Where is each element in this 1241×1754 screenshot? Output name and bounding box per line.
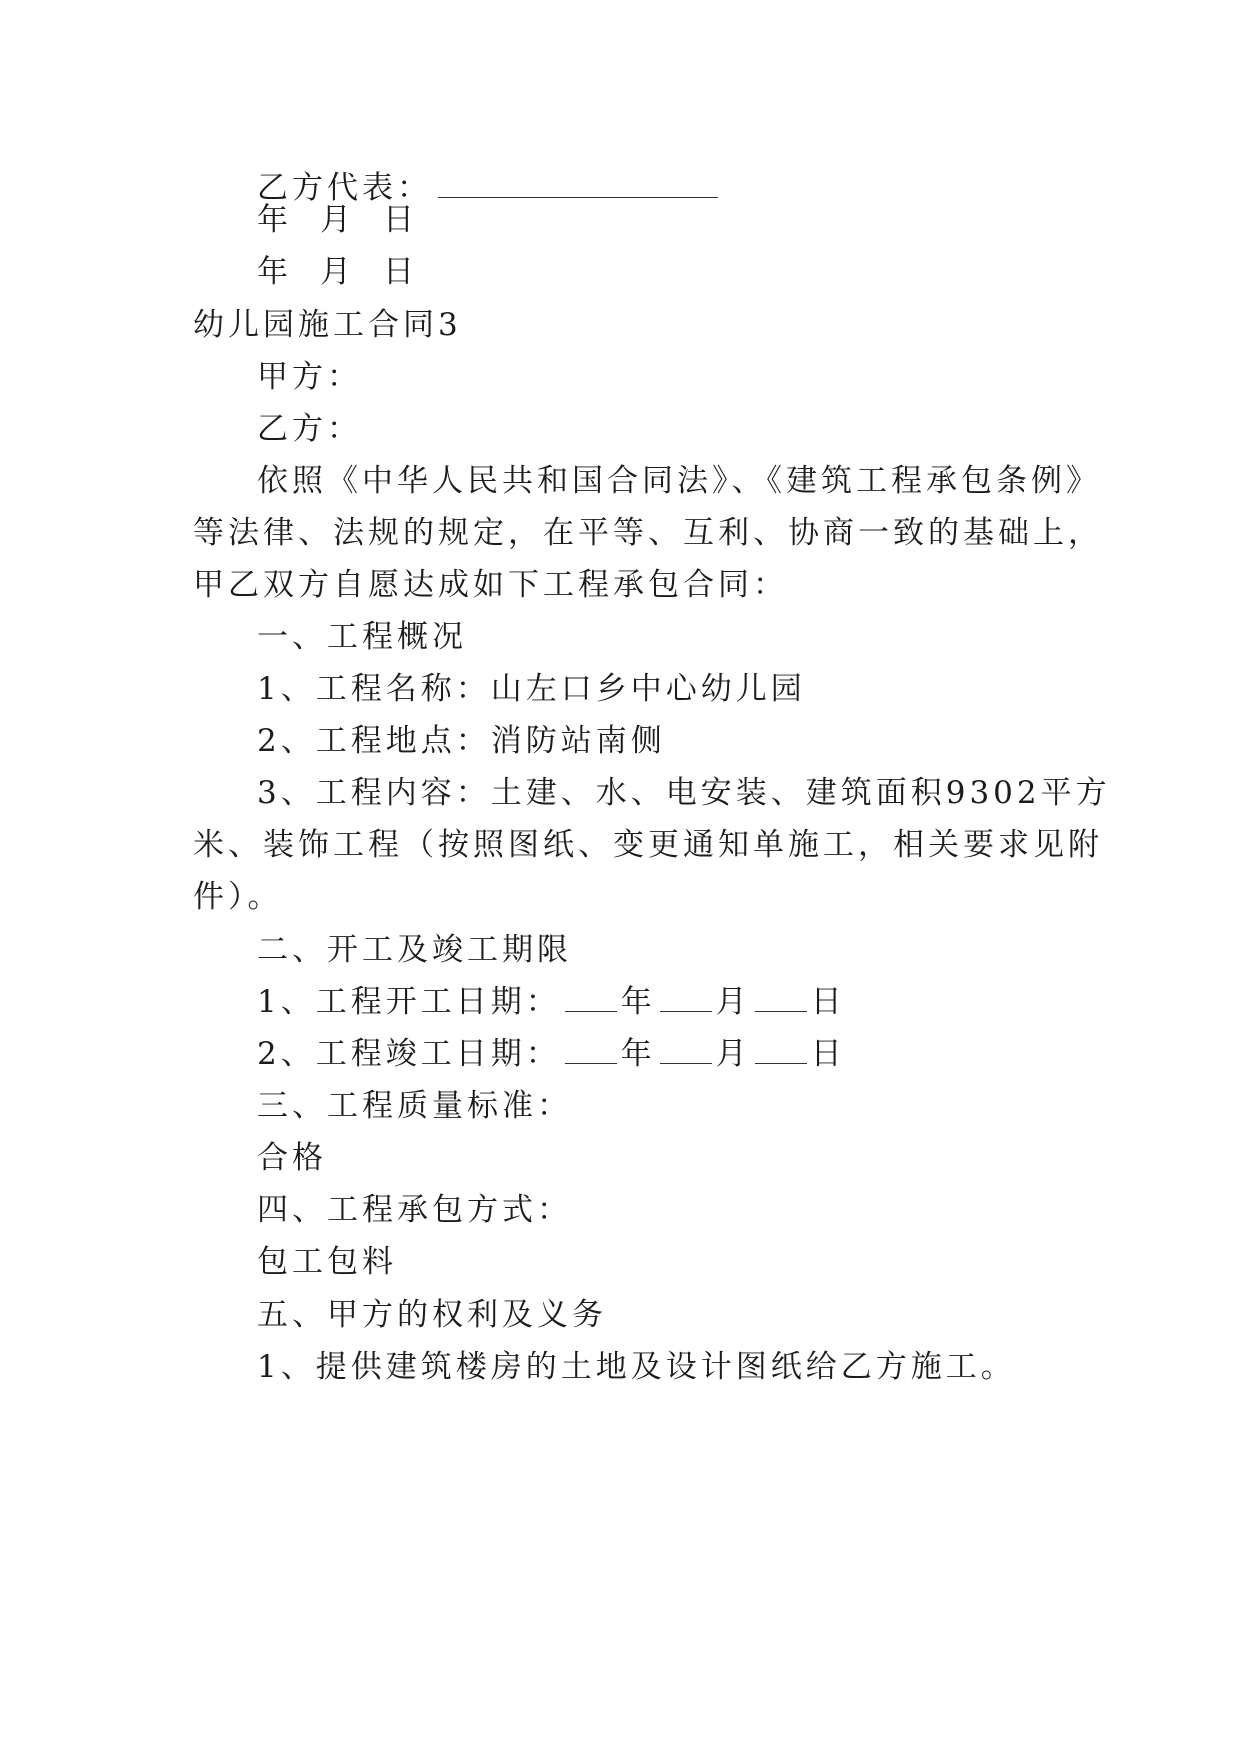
section-4-heading: 四、工程承包方式： [257,1192,572,1228]
month-label: 月 [320,254,355,290]
preamble-line-1: 依照《中华人民共和国合同法》、《建筑工程承包条例》 [257,463,1101,499]
month-blank [660,985,712,1012]
section-2-heading: 二、开工及竣工期限 [257,932,572,968]
section-1-item-3-line-2: 米、装饰工程（按照图纸、变更通知单施工，相关要求见附 [193,827,1103,863]
day-label: 日 [383,254,418,290]
section-1-item-2: 2、工程地点：消防站南侧 [257,723,666,759]
signature-blank [438,171,718,198]
contract-title: 幼儿园施工合同3 [193,307,462,343]
month-label: 月 [715,984,751,1020]
day-blank [755,1037,807,1064]
date-line-1 [257,200,1137,240]
quality-standard-value: 合格 [257,1140,327,1176]
section-1-heading: 一、工程概况 [257,619,467,655]
month-label: 月 [715,1036,751,1072]
day-label: 日 [810,984,846,1020]
year-label: 年 [620,984,656,1020]
day-label: 日 [383,202,418,238]
section-1-item-3-line-3: 件）。 [193,879,283,915]
year-label: 年 [257,202,292,238]
year-label: 年 [257,254,292,290]
section-5-heading: 五、甲方的权利及义务 [257,1297,607,1333]
start-date-label: 1、工程开工日期： [257,984,561,1020]
month-blank [660,1037,712,1064]
month-label: 月 [320,202,355,238]
day-blank [755,985,807,1012]
day-label: 日 [810,1036,846,1072]
year-label: 年 [620,1036,656,1072]
section-1-item-1: 1、工程名称：山左口乡中心幼儿园 [257,671,806,707]
preamble-line-3: 甲乙双方自愿达成如下工程承包合同： [193,567,788,603]
section-1-item-3-line-1: 3、工程内容：土建、水、电安装、建筑面积9302平方 [257,775,1111,811]
party-b-representative-label: 乙方代表： [257,170,432,206]
section-3-heading: 三、工程质量标准： [257,1088,572,1124]
party-a-line: 甲方： [257,359,362,395]
year-blank [565,985,617,1012]
start-date-line [257,982,1137,1022]
section-5-item-1: 1、提供建筑楼房的土地及设计图纸给乙方施工。 [257,1349,1016,1385]
contract-method-value: 包工包料 [257,1244,397,1280]
year-blank [565,1037,617,1064]
party-b-line: 乙方： [257,411,362,447]
end-date-line [257,1034,1137,1074]
date-line-2 [257,252,1137,292]
preamble-line-2: 等法律、法规的规定，在平等、互利、协商一致的基础上， [193,515,1103,551]
end-date-label: 2、工程竣工日期： [257,1036,561,1072]
